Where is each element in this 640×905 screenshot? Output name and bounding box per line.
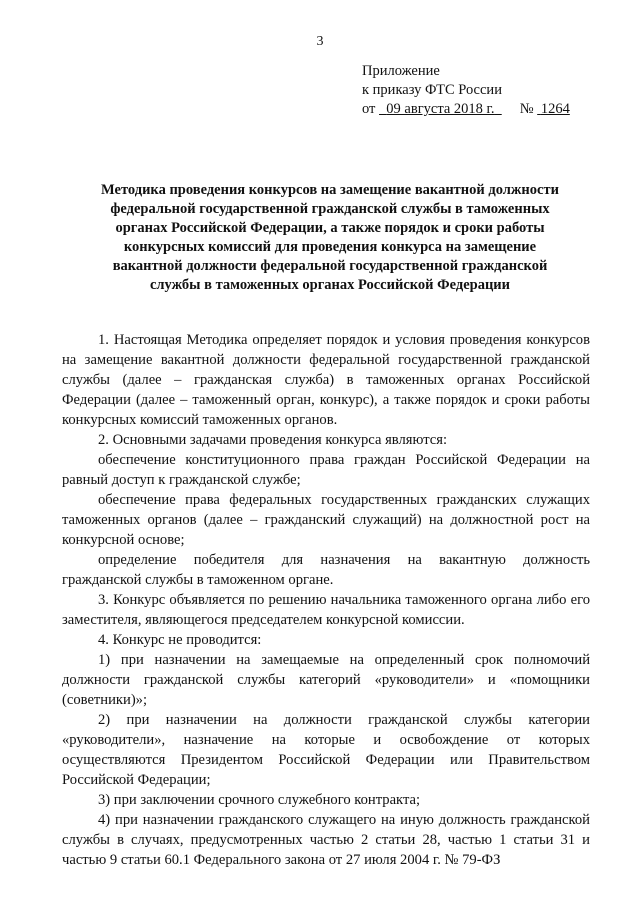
title-line: вакантной должности федеральной государственной гражданской: [112, 258, 548, 274]
paragraph-4-item-2: 2) при назначении на должности гражданской службы категории «руководители», назначение на которые и освобождение от которых осуществляются Президентом Российской Федерации или Правительством Российской Федерации;: [62, 712, 590, 788]
order-number: 1264: [540, 101, 570, 117]
paragraph-4: 4. Конкурс не проводится:: [98, 632, 262, 648]
order-date: 09 августа 2018 г.: [386, 101, 495, 117]
title-line: федеральной государственной гражданской службы в таможенных: [110, 201, 550, 217]
document-title: [70, 181, 590, 295]
paragraph-2-item-3: определение победителя для назначения на вакантную должность гражданской службы в таможенном органе.: [62, 552, 590, 588]
title-line: органах Российской Федерации, а также порядок и сроки работы: [115, 220, 545, 236]
document-body: [62, 330, 590, 870]
appendix-block: [362, 62, 570, 119]
title-line: Методика проведения конкурсов на замещение вакантной должности: [101, 182, 559, 198]
appendix-date-line: [362, 100, 570, 119]
from-label: от: [362, 101, 376, 117]
title-line: конкурсных комиссий для проведения конкурса на замещение: [123, 239, 537, 255]
page-number: 3: [316, 34, 324, 49]
number-label: №: [519, 101, 534, 117]
appendix-line-2: к приказу ФТС России: [362, 82, 502, 98]
paragraph-2: 2. Основными задачами проведения конкурса являются:: [98, 432, 447, 448]
paragraph-4-item-1: 1) при назначении на замещаемые на определенный срок полномочий должности гражданской службы категорий «руководители» и «помощники (советники)»;: [62, 652, 590, 708]
appendix-line-1: Приложение: [362, 63, 440, 79]
paragraph-2-item-2: обеспечение права федеральных государственных гражданских служащих таможенных органов (далее – гражданский служащий) на должностной рост на конкурсной основе;: [62, 492, 590, 548]
paragraph-3: 3. Конкурс объявляется по решению начальника таможенного органа либо его заместителя, являющегося председателем конкурсной комиссии.: [62, 592, 590, 628]
paragraph-1: 1. Настоящая Методика определяет порядок и условия проведения конкурсов на замещение вакантной должности федеральной государственной гражданской службы (далее – гражданская служба) в таможенных органах Российской Федерации (далее – таможенный орган, конкурс), а также порядок и сроки работы конкурсных комиссий таможенных органов.: [62, 332, 590, 428]
paragraph-4-item-3: 3) при заключении срочного служебного контракта;: [98, 792, 421, 808]
paragraph-2-item-1: обеспечение конституционного права граждан Российской Федерации на равный доступ к гражданской службе;: [62, 452, 590, 488]
paragraph-4-item-4: 4) при назначении гражданского служащего на иную должность гражданской службы в случаях, предусмотренных частью 2 статьи 28, частью 1 статьи 31 и частью 9 статьи 60.1 Федерального закона от 27 июля 2004 г. № 79-ФЗ: [62, 812, 590, 868]
title-line: службы в таможенных органах Российской Федерации: [149, 277, 511, 293]
